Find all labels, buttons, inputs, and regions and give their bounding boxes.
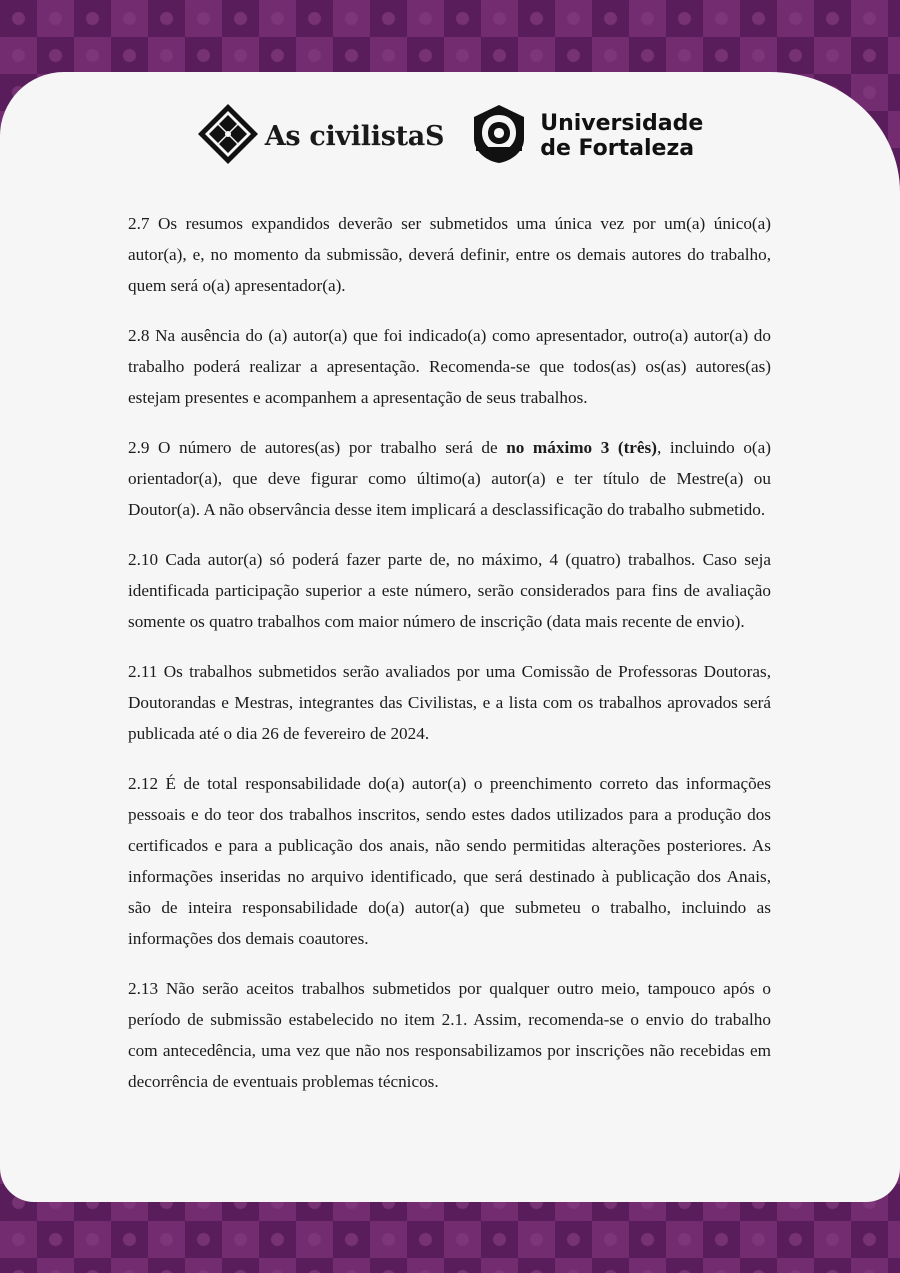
paragraph-2-11: 2.11 Os trabalhos submetidos serão avaliados por uma Comissão de Professoras Doutoras, Doutorandas e Mestras, integrantes das Civilistas, e a lista com os trabalhos aprovados será publicada até o dia 26 de fevereiro de 2024.	[128, 662, 771, 743]
unifor-logo	[470, 103, 703, 170]
paragraph-2-7: 2.7 Os resumos expandidos deverão ser submetidos uma única vez por um(a) único(a) autor(a), e, no momento da submissão, deverá definir, entre os demais autores do trabalho, quem será o(a) apresentador(a).	[128, 214, 771, 295]
header-logos	[0, 100, 900, 172]
unifor-emblem-icon	[470, 103, 528, 170]
paragraph-2-10: 2.10 Cada autor(a) só poderá fazer parte de, no máximo, 4 (quatro) trabalhos. Caso seja identificada participação superior a este número, serão considerados para fins de avaliação somente os quatro trabalhos com maior número de inscrição (data mais recente de envio).	[128, 550, 771, 631]
diamond-emblem-icon	[197, 103, 259, 170]
paragraph-2-9-before: 2.9 O número de autores(as) por trabalho será de	[128, 438, 507, 457]
unifor-wordmark	[540, 111, 703, 161]
paragraph-2-9	[128, 432, 771, 525]
paragraph-2-12: 2.12 É de total responsabilidade do(a) autor(a) o preenchimento correto das informações pessoais e do teor dos trabalhos inscritos, sendo estes dados utilizados para a produção dos certificados e para a publicação dos anais, não sendo permitidas alterações posteriores. As informações inseridas no arquivo identificado, que será destinado à publicação dos Anais, são de inteira responsabilidade do(a) autor(a) que submeteu o trabalho, incluindo as informações dos demais coautores.	[128, 774, 771, 948]
paragraph-2-9-after: , incluindo o(a) orientador(a), que deve figurar como último(a) autor(a) e ter título de Mestre(a) ou Doutor(a). A não observância desse item implicará a desclassificação do trabalho submetido.	[128, 438, 771, 519]
as-civilistas-logo	[197, 103, 444, 170]
as-civilistas-wordmark: As civilistaS	[264, 120, 445, 152]
paragraph-2-13: 2.13 Não serão aceitos trabalhos submetidos por qualquer outro meio, tampouco após o período de submissão estabelecido no item 2.1. Assim, recomenda-se o envio do trabalho com antecedência, uma vez que não nos responsabilizamos por inscrições não recebidas em decorrência de eventuais problemas técnicos.	[128, 979, 771, 1091]
unifor-wordmark-line1: Universidade	[540, 111, 704, 136]
document-body	[128, 208, 771, 1116]
paragraph-2-8: 2.8 Na ausência do (a) autor(a) que foi indicado(a) como apresentador, outro(a) autor(a) do trabalho poderá realizar a apresentação. Recomenda-se que todos(as) os(as) autores(as) estejam presentes e acompanhem a apresentação de seus trabalhos.	[128, 326, 771, 407]
unifor-wordmark-line2: de Fortaleza	[540, 136, 695, 161]
paragraph-2-9-bold: no máximo 3 (três)	[506, 438, 657, 457]
